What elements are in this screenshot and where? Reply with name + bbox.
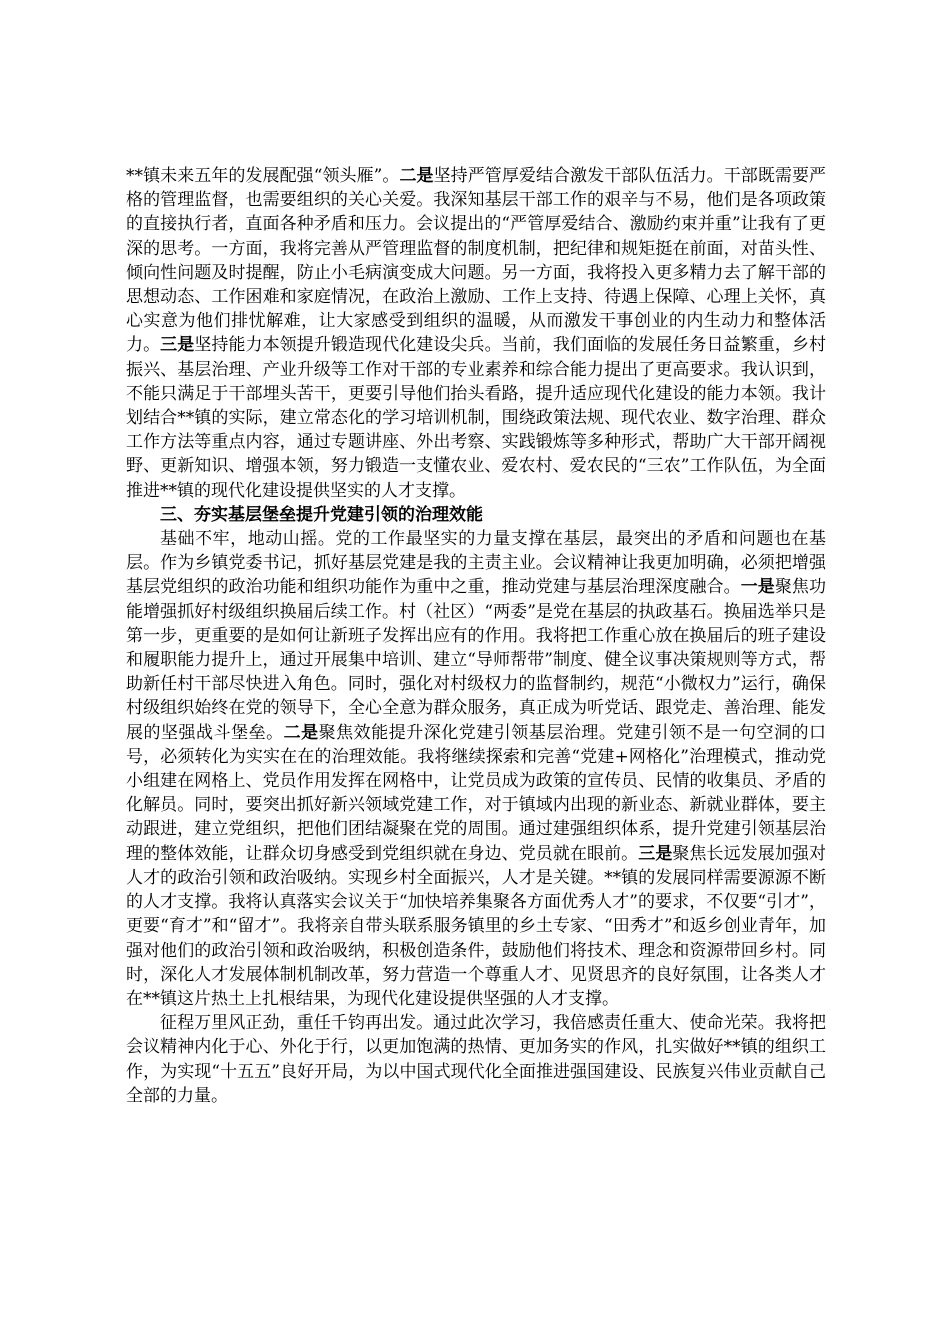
point-marker-one: 一是	[740, 577, 775, 598]
document-body	[126, 164, 826, 1108]
point-marker-two: 二是	[283, 722, 319, 743]
text-run: 聚焦效能提升深化党建引领基层治理。党建引领不是一句空洞的口号，必须转化为实实在在的治理效能。我将继续探索和完善“党建+网格化”治理模式，推动党小组建在网格上、党员作用发挥在网格中，让党员成为政策的宣传员、民情的收集员、矛盾的化解员。同时，要突出抓好新兴领域党建工作，对于镇域内出现的新业态、新就业群体，要主动跟进，建立党组织，把他们团结凝聚在党的周围。通过建强组织体系，提升党建引领基层治理的整体效能，让群众切身感受到党组织就在身边、党员就在眼前。	[126, 722, 827, 864]
paragraph-conclusion	[126, 1011, 826, 1108]
text-run: 征程万里风正劲，重任千钧再出发。通过此次学习，我倍感责任重大、使命光荣。我将把会议精神内化于心、外化于行，以更加饱满的热情、更加务实的作风，扎实做好**镇的组织工作，为实现“十五五”良好开局，为以中国式现代化全面推进强国建设、民族复兴伟业贡献自己全部的力量。	[126, 1013, 826, 1106]
text-run: 聚焦长远发展加强对人才的政治引领和政治吸纳。实现乡村全面振兴，人才是关键。**镇的发展同样需要源源不断的人才支撑。我将认真落实会议关于“加快培养集聚各方面优秀人才”的要求，不仅要“引才”，更要“育才”和“留才”。我将亲自带头联系服务镇里的乡土专家、“田秀才”和返乡创业青年，加强对他们的政治引领和政治吸纳，积极创造条件，鼓励他们将技术、理念和资源带回乡村。同时，深化人才发展体制机制改革，努力营造一个尊重人才、见贤思齐的良好氛围，让各类人才在**镇这片热土上扎根结果，为现代化建设提供坚强的人才支撑。	[126, 843, 827, 1009]
text-run: 基础不牢，地动山摇。党的工作最坚实的力量支撑在基层，最突出的矛盾和问题也在基层。作为乡镇党委书记，抓好基层党建是我的主责主业。会议精神让我更加明确，必须把增强基层党组织的政治功能和组织功能作为重中之重，推动党建与基层治理深度融合。	[126, 529, 826, 598]
point-marker-two: 二是	[399, 166, 434, 186]
paragraph-cadre-management	[126, 164, 826, 503]
point-marker-three: 三是	[160, 335, 195, 356]
text-run: 聚焦功能增强抓好村级组织换届后续工作。村（社区）“两委”是党在基层的执政基石。换届选举只是第一步，更重要的是如何让新班子发挥出应有的作用。我将把工作重心放在换届后的班子建设和履职能力提升上，通过开展集中培训、建立“导师帮带”制度、健全议事决策规则等方式，帮助新任村干部尽快进入角色。同时，强化对村级权力的监督制约，规范“小微权力”运行，确保村级组织始终在党的领导下，全心全意为群众服务，真正成为听党话、跟党走、善治理、能发展的坚强战斗堡垒。	[126, 577, 827, 743]
paragraph-grassroots-party-building	[126, 527, 826, 1011]
text-run: 坚持能力本领提升锻造现代化建设尖兵。当前，我们面临的发展任务日益繁重，乡村振兴、基层治理、产业升级等工作对干部的专业素养和综合能力提出了更高要求。我认识到，不能只满足于干部埋头苦干，更要引导他们抬头看路，提升适应现代化建设的能力本领。我计划结合**镇的实际，建立常态化的学习培训机制，围绕政策法规、现代农业、数字治理、群众工作方法等重点内容，通过专题讲座、外出考察、实践锻炼等多种形式，帮助广大干部开阔视野、更新知识、增强本领，努力锻造一支懂农业、爱农村、爱农民的“三农”工作队伍，为全面推进**镇的现代化建设提供坚实的人才支撑。	[126, 335, 827, 501]
point-marker-three: 三是	[638, 843, 673, 864]
text-run: **镇未来五年的发展配强“领头雁”。	[126, 166, 400, 186]
section-heading: 三、夯实基层堡垒提升党建引领的治理效能	[160, 504, 483, 525]
text-run: 坚持严管厚爱结合激发干部队伍活力。干部既需要严格的管理监督，也需要组织的关心关爱。我深知基层干部工作的艰辛与不易，他们是各项政策的直接执行者，直面各种矛盾和压力。会议提出的“严管厚爱结合、激励约束并重”让我有了更深的思考。一方面，我将完善从严管理监督的制度机制，把纪律和规矩挺在前面，对苗头性、倾向性问题及时提醒，防止小毛病演变成大问题。另一方面，我将投入更多精力去了解干部的思想动态、工作困难和家庭情况，在政治上激励、工作上支持、待遇上保障、心理上关怀，真心实意为他们排忧解难，让大家感受到组织的温暖，从而激发干事创业的内生动力和整体活力。	[126, 166, 827, 356]
